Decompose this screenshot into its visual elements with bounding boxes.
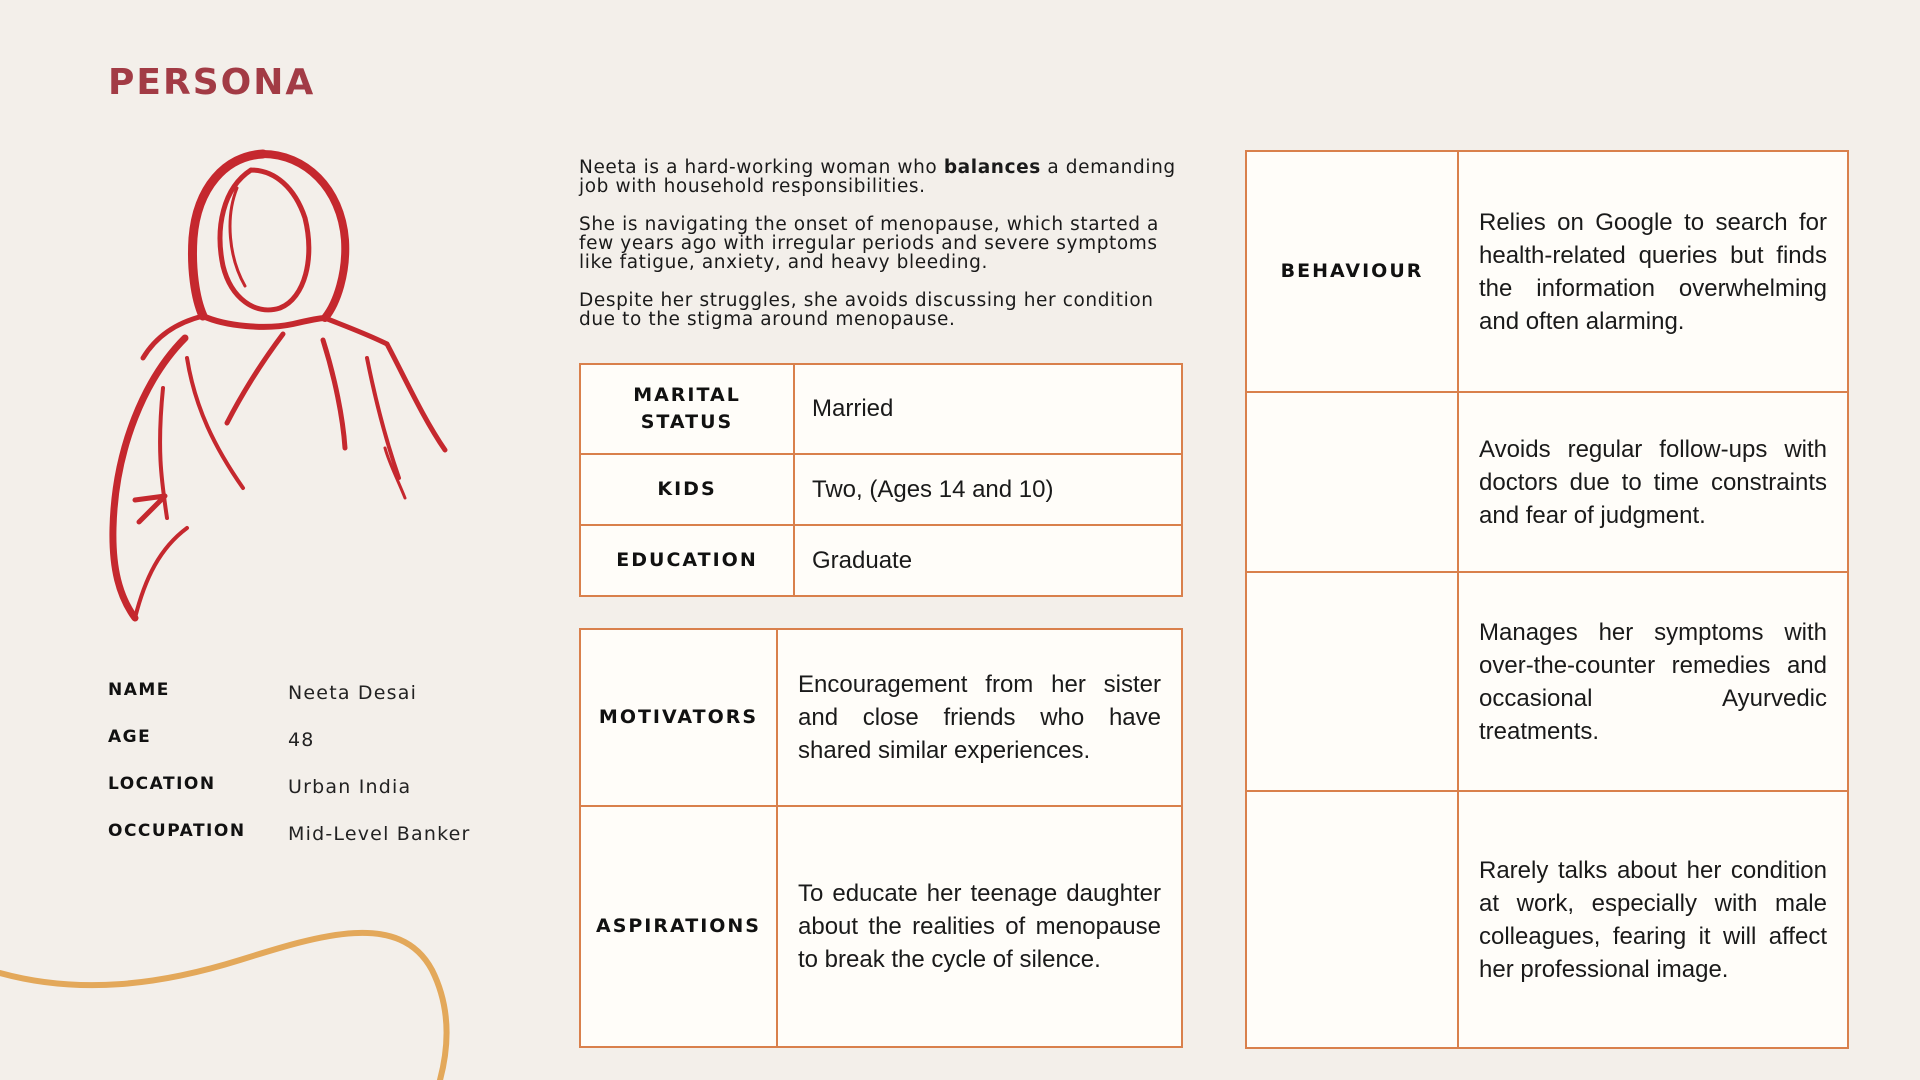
behaviour-item-1: Relies on Google to search for health-related queries but finds the information overwhelming and often alarming. <box>1458 151 1848 392</box>
persona-intro <box>579 158 1179 348</box>
profile-row-age <box>108 727 471 774</box>
table-row <box>1246 392 1848 572</box>
profile-value: 48 <box>288 729 315 751</box>
behaviour-item-4: Rarely talks about her condition at work, especially with male colleagues, fearing it will affect her professional image. <box>1458 791 1848 1048</box>
behaviour-table <box>1245 150 1849 1049</box>
behaviour-empty-cell <box>1246 572 1458 791</box>
decorative-wave <box>0 900 470 1080</box>
woman-illustration <box>105 148 465 638</box>
marital-status-value: Married <box>794 364 1182 454</box>
profile-info <box>108 680 471 868</box>
table-row <box>580 364 1182 454</box>
behaviour-empty-cell <box>1246 392 1458 572</box>
intro-paragraph-3: Despite her struggles, she avoids discussing her condition due to the stigma around menopause. <box>579 290 1154 330</box>
table-row <box>580 525 1182 596</box>
behaviour-item-2: Avoids regular follow-ups with doctors due to time constraints and fear of judgment. <box>1458 392 1848 572</box>
motivators-text: Encouragement from her sister and close friends who have shared similar experiences. <box>777 629 1182 806</box>
intro-text: a demanding job with household responsibilities. <box>579 157 1176 197</box>
kids-label: KIDS <box>580 454 794 525</box>
behaviour-item-3: Manages her symptoms with over-the-counter remedies and occasional Ayurvedic treatments. <box>1458 572 1848 791</box>
aspirations-label: ASPIRATIONS <box>580 806 777 1047</box>
profile-label: LOCATION <box>108 774 216 794</box>
table-row <box>1246 572 1848 791</box>
profile-label: OCCUPATION <box>108 821 246 841</box>
demographics-table <box>579 363 1183 597</box>
profile-value: Urban India <box>288 776 412 798</box>
kids-value: Two, (Ages 14 and 10) <box>794 454 1182 525</box>
marital-status-label <box>580 364 794 454</box>
profile-label: AGE <box>108 727 152 747</box>
cell-label: MARITAL STATUS <box>633 384 741 433</box>
table-row <box>1246 151 1848 392</box>
profile-value: Mid-Level Banker <box>288 823 471 845</box>
profile-row-name <box>108 680 471 727</box>
education-label: EDUCATION <box>580 525 794 596</box>
table-row <box>580 806 1182 1047</box>
intro-bold-text: balances <box>943 157 1041 178</box>
profile-row-location <box>108 774 471 821</box>
table-row <box>1246 791 1848 1048</box>
intro-paragraph-1 <box>579 158 1179 196</box>
table-row <box>580 629 1182 806</box>
intro-paragraph-2: She is navigating the onset of menopause, which started a few years ago with irregular periods and severe symptoms like fatigue, anxiety, and heavy bleeding. <box>579 214 1159 273</box>
aspirations-text: To educate her teenage daughter about the realities of menopause to break the cycle of silence. <box>777 806 1182 1047</box>
profile-row-occupation <box>108 821 471 868</box>
intro-text: Neeta is a hard-working woman who <box>579 157 944 178</box>
profile-value: Neeta Desai <box>288 682 418 704</box>
motivators-table <box>579 628 1183 1048</box>
profile-label: NAME <box>108 680 170 700</box>
behaviour-empty-cell <box>1246 791 1458 1048</box>
table-row <box>580 454 1182 525</box>
education-value: Graduate <box>794 525 1182 596</box>
motivators-label: MOTIVATORS <box>580 629 777 806</box>
page-title: PERSONA <box>108 62 316 103</box>
behaviour-label: BEHAVIOUR <box>1246 151 1458 392</box>
